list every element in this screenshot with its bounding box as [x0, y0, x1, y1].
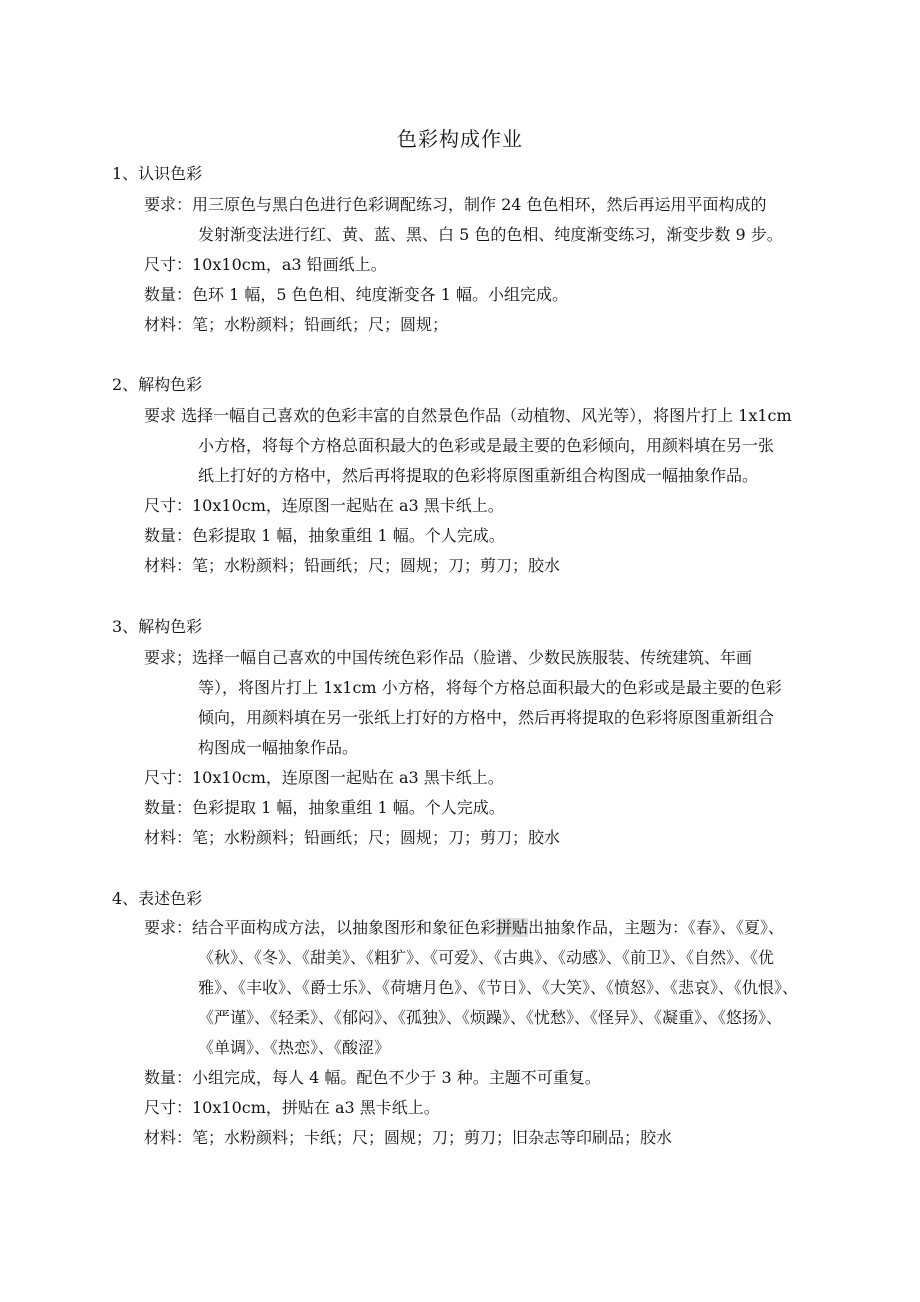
section-1-requirement-line-2: 发射渐变法进行红、黄、蓝、黑、白 5 色的色相、纯度渐变练习，渐变步数 9 步。: [198, 225, 783, 244]
section-1-requirement-line-1: 要求：用三原色与黑白色进行色彩调配练习，制作 24 色色相环，然后再运用平面构成的: [144, 195, 767, 214]
section-4-requirement-line-4: 《严谨》、《轻柔》、《郁闷》、《孤独》、《烦躁》、《忧愁》、《怪异》、《凝重》、《悠扬》、: [198, 1008, 783, 1027]
page-title: 色彩构成作业: [397, 127, 523, 151]
section-4-materials: 材料：笔；水粉颜料；卡纸；尺；圆规；刀；剪刀；旧杂志等印刷品；胶水: [144, 1128, 673, 1147]
section-3-quantity: 数量：色彩提取 1 幅，抽象重组 1 幅。个人完成。: [144, 798, 505, 817]
section-3-size: 尺寸：10x10cm，连原图一起贴在 a3 黑卡纸上。: [144, 768, 504, 787]
section-1-materials: 材料：笔；水粉颜料；铅画纸；尺；圆规；: [144, 315, 449, 334]
highlighted-word: 拼贴: [496, 918, 529, 937]
section-4-requirement-line-3: 雅》、《丰收》、《爵士乐》、《荷塘月色》、《节日》、《大笑》、《愤怒》、《悲哀》、《仇恨》、: [198, 978, 799, 997]
section-2-heading: 2、解构色彩: [112, 375, 203, 394]
section-2-requirement-line-3: 纸上打好的方格中，然后再将提取的色彩将原图重新组合构图成一幅抽象作品。: [198, 466, 759, 485]
section-2-requirement-line-2: 小方格，将每个方格总面积最大的色彩或是最主要的色彩倾向，用颜料填在另一张: [198, 436, 775, 455]
section-1-size: 尺寸：10x10cm，a3 铅画纸上。: [144, 255, 387, 274]
section-4-requirement-suffix: 出抽象作品，主题为：《春》、《夏》、: [528, 918, 785, 937]
section-3-requirement-line-1: 要求；选择一幅自己喜欢的中国传统色彩作品（脸谱、少数民族服装、传统建筑、年画: [144, 648, 753, 667]
section-4-requirement-line-1: [144, 918, 784, 938]
section-2-requirement-line-1: 要求 选择一幅自己喜欢的色彩丰富的自然景色作品（动植物、风光等），将图片打上 1x1cm: [144, 406, 792, 425]
section-2-size: 尺寸：10x10cm，连原图一起贴在 a3 黑卡纸上。: [144, 496, 504, 515]
section-4-requirement-line-5: 《单调》、《热恋》、《酸涩》: [198, 1038, 391, 1057]
section-3-materials: 材料：笔；水粉颜料；铅画纸；尺；圆规；刀；剪刀；胶水: [144, 828, 561, 847]
section-3-requirement-line-2: 等），将图片打上 1x1cm 小方格，将每个方格总面积最大的色彩或是最主要的色彩: [198, 678, 782, 697]
section-4-quantity: 数量：小组完成，每人 4 幅。配色不少于 3 种。主题不可重复。: [144, 1068, 601, 1087]
section-4-requirement-line-2: 《秋》、《冬》、《甜美》、《粗犷》、《可爱》、《古典》、《动感》、《前卫》、《自然》、《优: [198, 948, 775, 967]
section-4-size: 尺寸：10x10cm，拼贴在 a3 黑卡纸上。: [144, 1098, 440, 1117]
section-3-requirement-line-4: 构图成一幅抽象作品。: [198, 738, 359, 757]
section-2-quantity: 数量：色彩提取 1 幅，抽象重组 1 幅。个人完成。: [144, 526, 505, 545]
section-2-materials: 材料：笔；水粉颜料；铅画纸；尺；圆规；刀；剪刀；胶水: [144, 556, 561, 575]
section-3-requirement-line-3: 倾向，用颜料填在另一张纸上打好的方格中，然后再将提取的色彩将原图重新组合: [198, 708, 775, 727]
section-4-requirement-prefix: 要求：结合平面构成方法，以抽象图形和象征色彩: [144, 918, 497, 937]
section-3-heading: 3、解构色彩: [112, 617, 203, 636]
section-1-heading: 1、认识色彩: [112, 164, 203, 183]
section-1-quantity: 数量：色环 1 幅，5 色色相、纯度渐变各 1 幅。小组完成。: [144, 285, 568, 304]
section-4-heading: 4、表述色彩: [112, 889, 203, 908]
